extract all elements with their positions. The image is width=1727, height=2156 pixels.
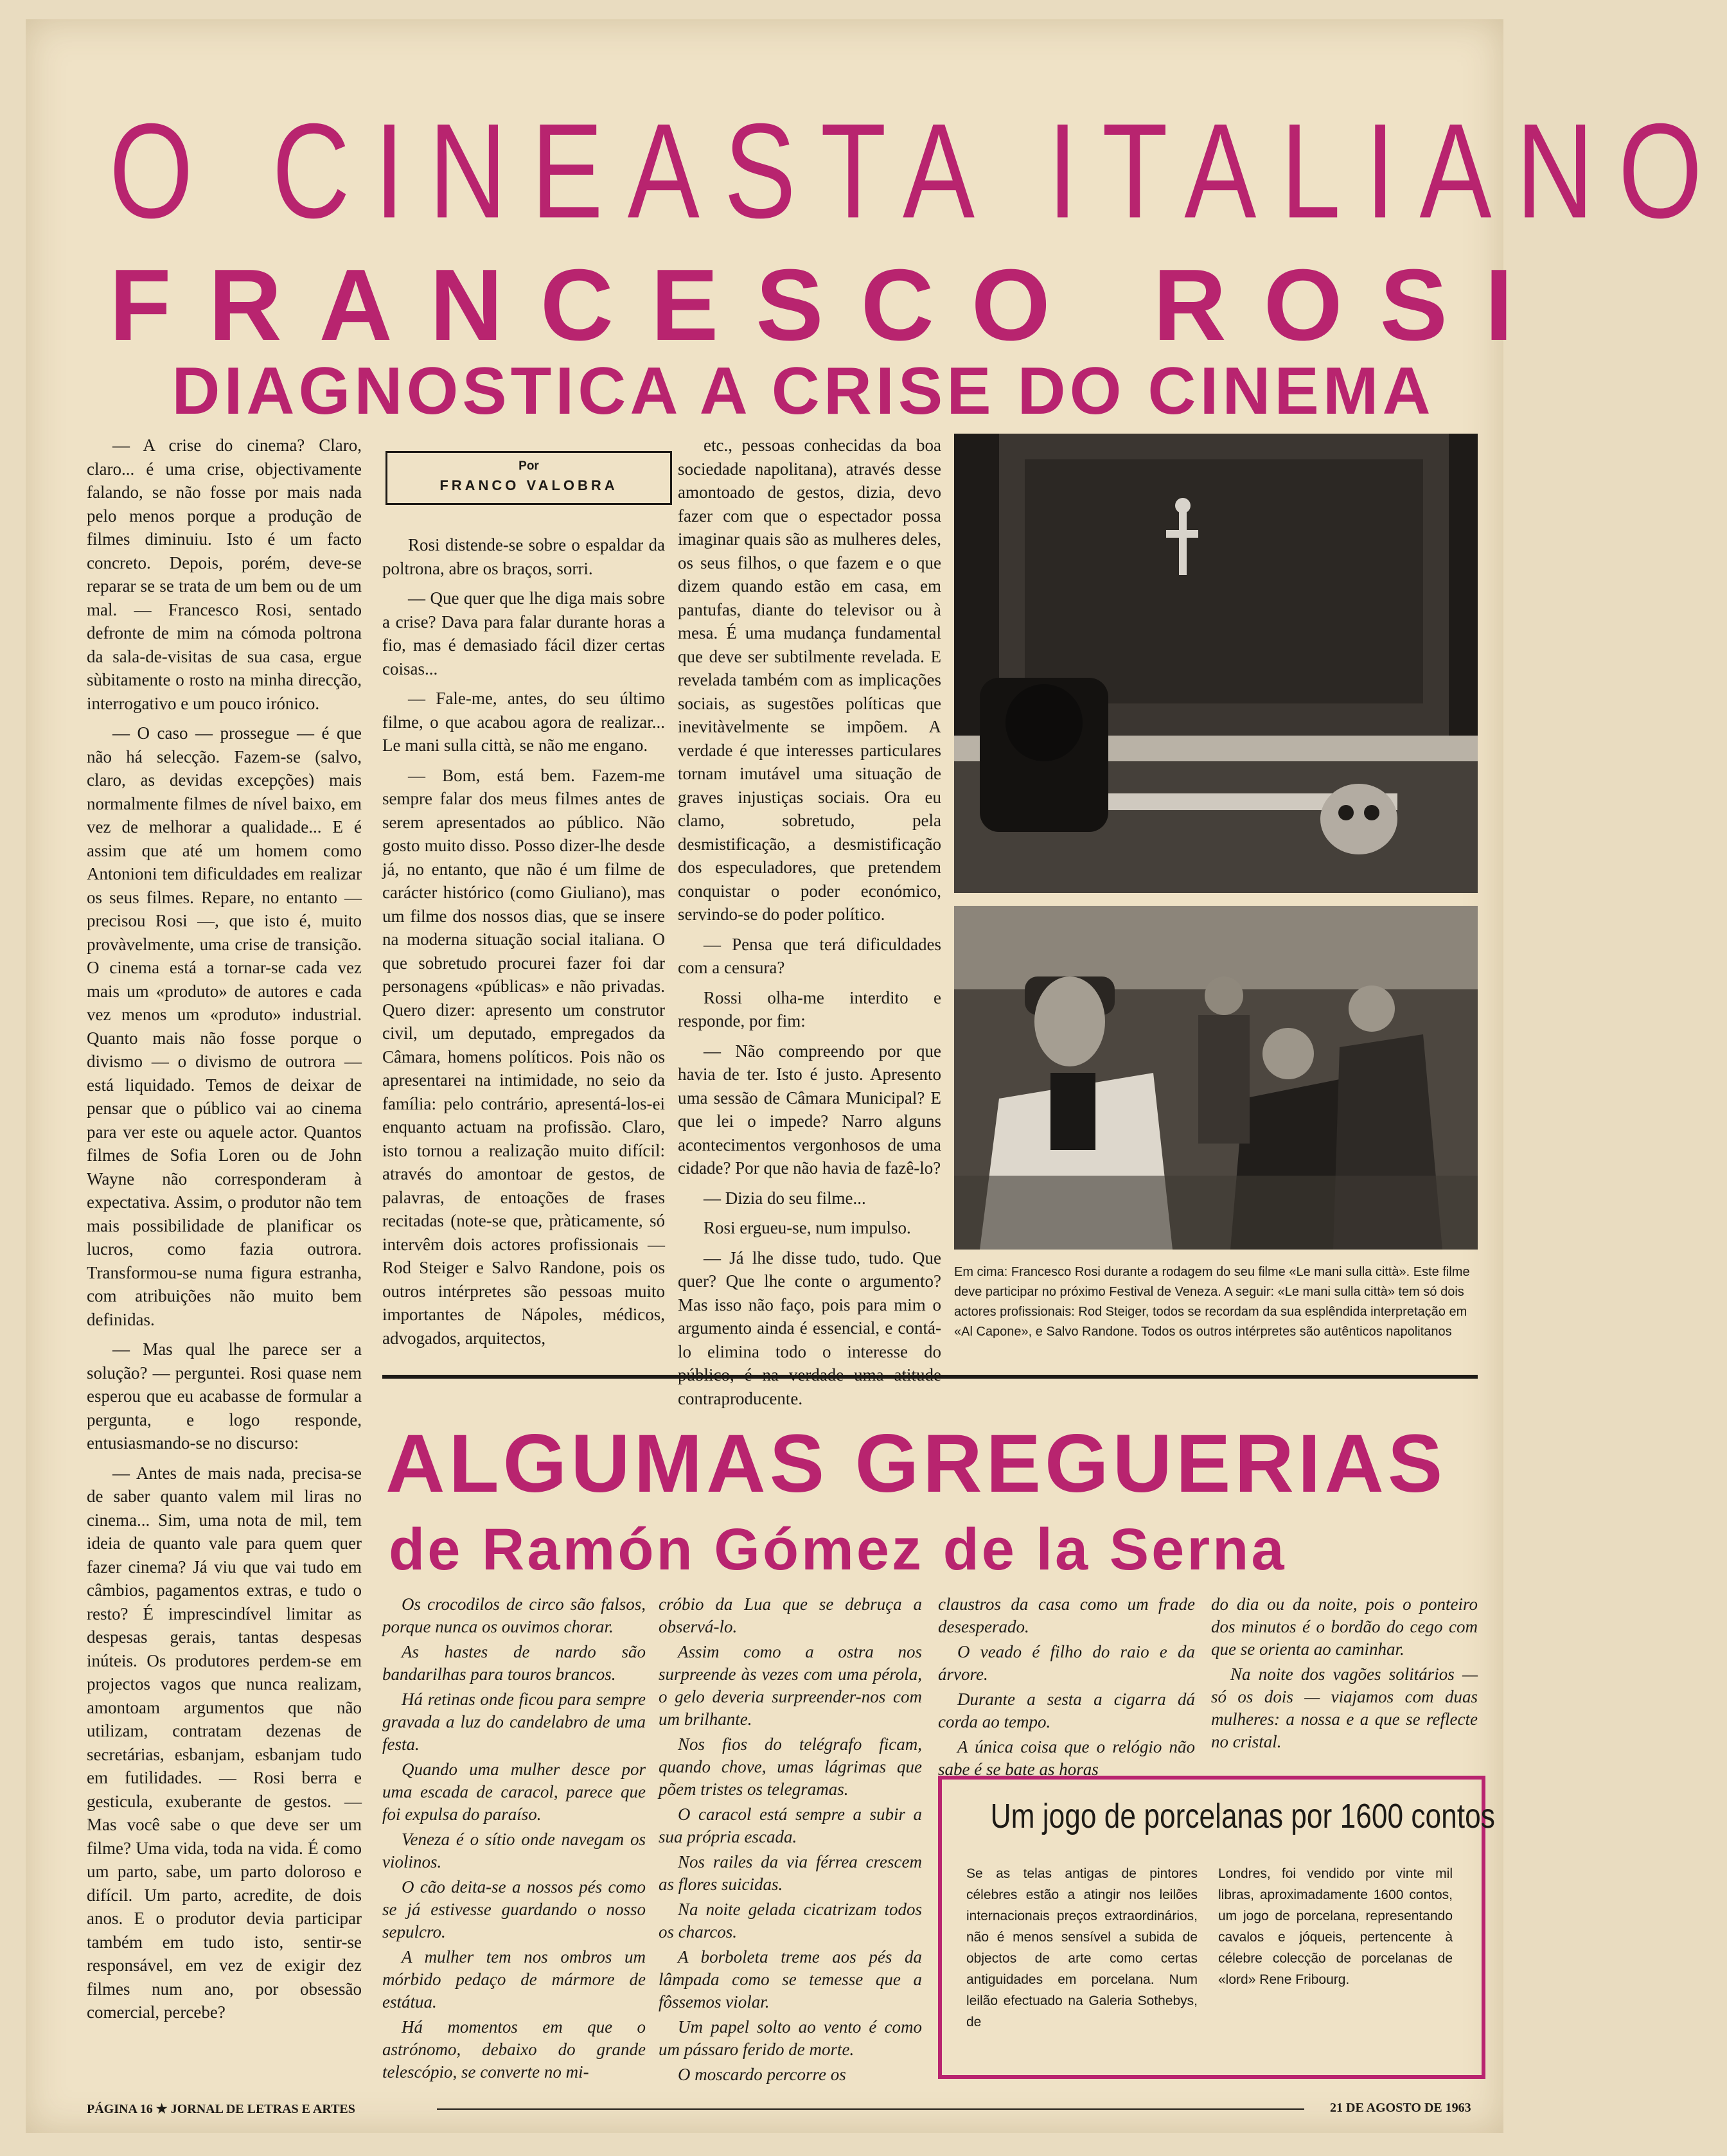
headline-line-2: FRANCESCO ROSI xyxy=(109,249,1550,362)
paragraph: — Que quer que lhe diga mais sobre a crise? Dava para falar durante horas a fio, mas é demasiado fácil dizer certas coisas... xyxy=(382,588,665,678)
paragraph: claustros da casa como um frade desesperado. xyxy=(938,1595,1195,1636)
paragraph: do dia ou da noite, pois o ponteiro dos minutos é o bordão do cego com que se orienta ao caminhar. xyxy=(1211,1595,1478,1659)
second-article-title: ALGUMAS GREGUERIAS xyxy=(385,1418,1447,1510)
byline-author: FRANCO VALOBRA xyxy=(439,477,618,493)
box-text-left: Se as telas antigas de pintores célebres estão a atingir nos leilões internacionais preços extraordinários, não é menos sensível a subida de objectos de arte como certas antiguidades em porcelana. Num leilão efectuado na Galeria Sothebys, de xyxy=(966,1866,1198,2029)
porcelain-news-box xyxy=(938,1776,1495,2079)
byline-prefix: Por xyxy=(518,459,539,473)
greguerias-column-2 xyxy=(659,1593,922,2089)
paragraph: Rosi distende-se sobre o espaldar da poltrona, abre os braços, sorri. xyxy=(382,535,665,578)
paragraph: — Mas qual lhe parece ser a solução? — perguntei. Rosi quase nem esperou que eu acabasse de formular a pergunta, e logo responde, entusiasmando-se no discurso: xyxy=(87,1339,362,1453)
paragraph: Nos railes da via férrea crescem as flores suicidas. xyxy=(659,1852,922,1894)
paragraph: Há retinas onde ficou para sempre gravada a luz do candelabro de uma festa. xyxy=(382,1690,646,1754)
paragraph: — A crise do cinema? Claro, claro... é uma crise, objectivamente falando, se não fosse por mais nada pelo menos porque a produção de filmes diminuiu. Isto é um facto concreto. Depois, porém, deve-se reparar se se trata de um bem ou de um mal. — Francesco Rosi, sentado defronte de mim na cómoda poltrona da sala-de-visitas de sua casa, ergue sùbitamente o rosto na minha direcção, interrogativo e um pouco irónico. xyxy=(87,436,362,713)
footer-left: PÁGINA 16 ★ JORNAL DE LETRAS E ARTES xyxy=(87,2102,355,2116)
paragraph: Na noite dos vagões solitários — só os dois — viajamos com duas mulheres: a nossa e a que se reflecte no cristal. xyxy=(1211,1665,1478,1751)
second-article-subtitle: de Ramón Gómez de la Serna xyxy=(389,1517,1287,1582)
paragraph: O veado é filho do raio e da árvore. xyxy=(938,1642,1195,1684)
paragraph: Veneza é o sítio onde navegam os violinos. xyxy=(382,1830,646,1871)
box-title: Um jogo de porcelanas por 1600 contos xyxy=(990,1797,1495,1835)
photo-film-scene xyxy=(954,906,1478,1250)
paragraph: Na noite gelada cicatrizam todos os charcos. xyxy=(659,1900,922,1941)
paragraph: Durante a sesta a cigarra dá corda ao tempo. xyxy=(938,1690,1195,1731)
paragraph: cróbio da Lua que se debruça a observá-lo. xyxy=(659,1595,922,1636)
box-text-right: Londres, foi vendido por vinte mil libras, aproximadamente 1600 contos, um jogo de porcelana, representando cavalos e jóqueis, pertencente à célebre colecção de porcelanas de «lord» Rene Fribourg. xyxy=(1218,1866,1453,1987)
paragraph: — Dizia do seu filme... xyxy=(704,1188,866,1208)
article-column-1 xyxy=(87,434,362,2031)
paragraph: Há momentos em que o astrónomo, debaixo do grande telescópio, se converte no mi- xyxy=(382,2017,646,2081)
paragraph: — Pensa que terá dificuldades com a censura? xyxy=(678,934,941,977)
section-divider xyxy=(382,1375,1478,1379)
paragraph: A borboleta treme aos pés da lâmpada como se temesse que a fôssemos violar. xyxy=(659,1947,922,2011)
paragraph: — Já lhe disse tudo, tudo. Que quer? Que lhe conte o argumento? Mas isso não faço, pois para mim o argumento ainda é essencial, e contá-lo elimina todo o interesse do contraproducente. xyxy=(678,1248,941,1408)
newspaper-page xyxy=(26,19,1727,2133)
paragraph: As hastes de nardo são bandarilhas para touros brancos. xyxy=(382,1642,646,1684)
headline-line-1: O CINEASTA ITALIANO xyxy=(109,95,1727,247)
photo-rosi-filming xyxy=(954,434,1478,893)
footer-rule xyxy=(437,2108,1304,2110)
greguerias-column-3 xyxy=(938,1593,1195,1783)
greguerias-column-1 xyxy=(382,1593,646,2086)
paragraph: — Bom, está bem. Fazem-me sempre falar dos meus filmes antes de serem apresentados ao público. Não gosto muito disso. Posso dizer-lhe desde já, no entanto, que não é um filme de carácter histórico (como Giuliano), mas um filme dos nossos dias, que se insere na moderna situação social italiana. O que sobretudo procurei fazer foi dar personagens «públicas» e não privadas. Quero dizer: apresento um construtor civil, um deputado, empregados da Câmara, homens políticos. Pois não os apresentarei na intimidade, no seio da família: pelo contrário, apresentá-los-ei enquanto actuam na profissão. Claro, isto tornou a realização muito difícil: através do amontoar de gestos, de palavras, de entoações de frases recitadas (note-se que, pràticamente, só intervêm dois actores profissionais — Rod Steiger e Salvo Randone, pois os outros intérpretes são pessoas muito importantes de Nápoles, médicos, advogados, arquitectos, xyxy=(382,765,665,1348)
greguerias-column-4 xyxy=(1211,1593,1478,1756)
article-column-3 xyxy=(678,434,941,1417)
paragraph: O moscardo percorre os xyxy=(678,2065,846,2084)
paragraph: — Não compreendo por que havia de ter. Isto é justo. Apresento uma sessão de Câmara Municipal? E que lei o impede? Narro alguns acontecimentos vergonhosos de uma cidade? Por que não havia de fazê-lo? xyxy=(678,1041,941,1178)
paragraph: etc., pessoas conhecidas da boa sociedade napolitana), através desse amontoado de gestos, dizia, devo fazer com que o espectador possa imaginar quais são as mulheres deles, os seus filhos, o que fazem e o que dizem quando estão em casa, em pantufas, diante do televisor ou à mesa. É uma mudança fundamental que deve ser subtilmente revelada. E revelada também com as implicações sociais, as sugestões políticas que inevitàvelmente se impõem. A verdade é que interesses particulares tornam imutável uma situação de graves injustiças sociais. Ora eu clamo, sobretudo, pela desmistificação, a desmistificação dos especuladores, que pretendem conquistar o poder económico, servindo-se do poder político. xyxy=(678,436,941,924)
article-column-2 xyxy=(382,533,665,1356)
paragraph: O caracol está sempre a subir a sua própria escada. xyxy=(659,1805,922,1846)
byline-box xyxy=(385,451,672,505)
paragraph: Nos fios do telégrafo ficam, quando chove, umas lágrimas que põem tristes os telegramas. xyxy=(659,1735,922,1799)
paragraph: A única coisa que o relógio não sabe é se bate as horas xyxy=(938,1737,1195,1779)
paragraph: — Antes de mais nada, precisa-se de saber quanto valem mil liras no cinema... Sim, uma nota de mil, tem ideia de quanto vale para quem quer fazer cinema? Já viu que vai tudo em câmbios, pagamentos extras, e tudo o resto? É imprescindível limitar as despesas gerais, tantas despesas inúteis. Os produtores perdem-se em projectos vagos que nunca realizam, amontoam argumentos que não utilizam, contratam dezenas de secretárias, esbanjam, esbanjam tudo em futilidades. — Rosi berra e gesticula, exuberante de gestos. — Mas você sabe o que deve ser um filme? Uma vida, toda na vida. É como um parto, sabe, um parto doloroso e difícil. Um parto, acredite, de dois anos. E o produtor devia participar também em tudo isto, sentir-se responsável, em vez de exigir dez filmes num ano, por obsessão comercial, percebe? xyxy=(87,1463,362,2022)
paragraph: A mulher tem nos ombros um mórbido pedaço de mármore de estátua. xyxy=(382,1947,646,2011)
footer-right: 21 DE AGOSTO DE 1963 xyxy=(1330,2101,1471,2115)
paragraph: Rosi ergueu-se, num impulso. xyxy=(704,1218,911,1237)
paragraph: Os crocodilos de circo são falsos, porque nunca os ouvimos chorar. xyxy=(382,1595,646,1636)
paragraph: Um papel solto ao vento é como um pássaro ferido de morte. xyxy=(659,2017,922,2059)
paragraph: Assim como a ostra nos surpreende às vezes com uma pérola, o gelo deveria surpreender-nos com um brilhante. xyxy=(659,1642,922,1729)
headline-line-3: DIAGNOSTICA A CRISE DO CINEMA xyxy=(172,354,1435,429)
paragraph: — Fale-me, antes, do seu último filme, o que acabou agora de realizar... Le mani sulla città, se não me engano. xyxy=(382,689,665,755)
paragraph: — O caso — prossegue — é que não há selecção. Fazem-se (salvo, claro, as devidas excepções) mais normalmente filmes de nível baixo, em vez de melhorar a qualidade... E é assim que até um homem como Antonioni tem dificuldades em realizar os seus filmes. Repare, no entanto — precisou Rosi —, que isto é, muito provàvelmente, uma crise de transição. O cinema está a tornar-se cada vez mais um «produto» de autores e cada vez menos um «produto» industrial. Quanto mais não fosse porque o divismo — o divismo de outrora — está liquidado. Temos de deixar de pensar que o público vai ao cinema para ver este ou aquele actor. Quantos filmes de Sofia Loren ou de John Wayne não corresponderam à expectativa. Assim, o produtor não tem mais possibilidade de planificar os lucros, como fazia outrora. Transformou-se numa figura estranha, com atribuições não muito bem definidas. xyxy=(87,723,362,1329)
paragraph: Quando uma mulher desce por uma escada de caracol, parece que foi expulsa do paraíso. xyxy=(382,1760,646,1824)
photo-caption: Em cima: Francesco Rosi durante a rodagem do seu filme «Le mani sulla città». Este filme deve participar no próximo Festival de Veneza. A seguir: «Le mani sulla città» tem só dois actores profissionais: Rod Steiger, todos se recordam da sua esplêndida interpretação em «Al Capone», e Salvo Randone. Todos os outros intérpretes são autênticos napolitanos xyxy=(954,1265,1470,1339)
paragraph: O cão deita-se a nossos pés como se já estivesse guardando o nosso sepulcro. xyxy=(382,1877,646,1941)
paragraph: Rossi olha-me interdito e responde, por fim: xyxy=(678,987,941,1030)
